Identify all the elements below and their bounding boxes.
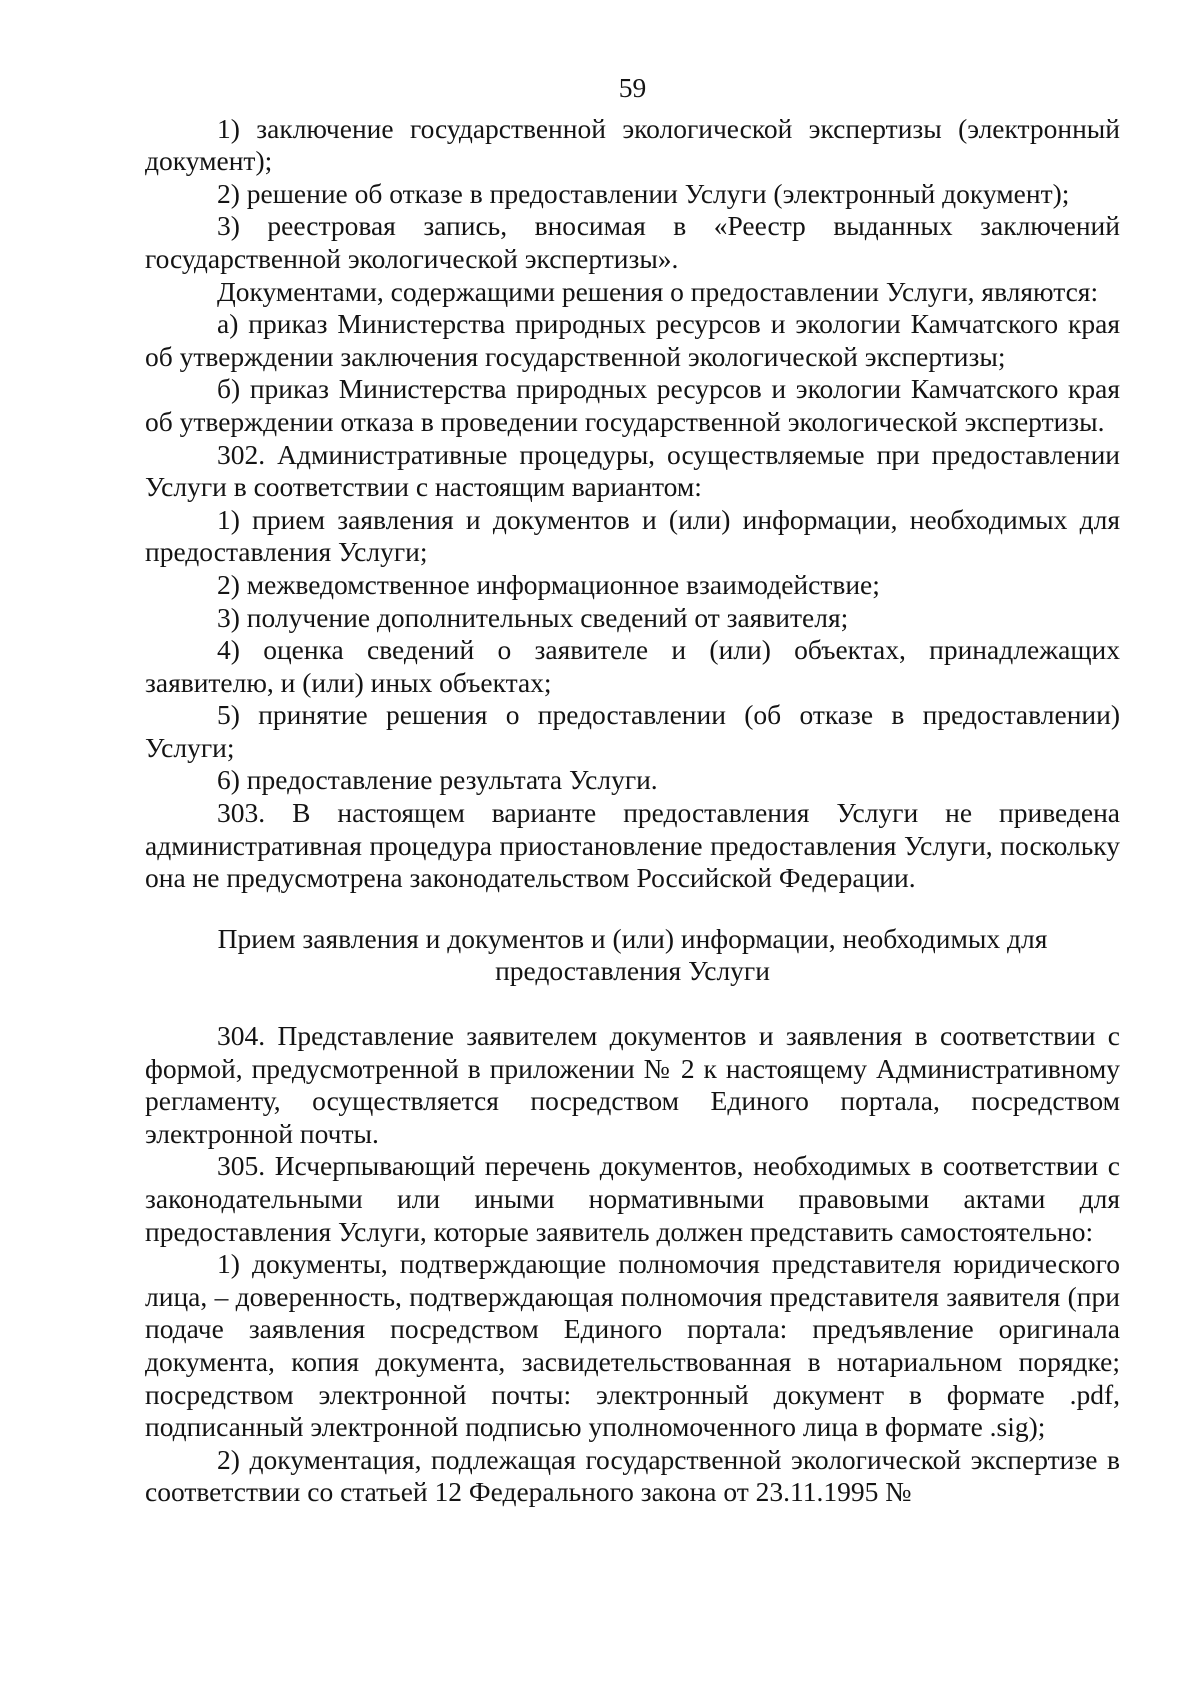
paragraph-decision-documents: Документами, содержащими решения о предоставлении Услуги, являются: xyxy=(217,275,1099,307)
paragraph-procedure-4: 4) оценка сведений о заявителе и (или) объектах, принадлежащих заявителю, и (или) иных объектах; xyxy=(145,634,1120,698)
paragraph-305: 305. Исчерпывающий перечень документов, необходимых в соответствии с законодательными или иными нормативными правовыми актами для предоставления Услуги, которые заявитель должен представить самостоятельно: xyxy=(145,1150,1120,1247)
paragraph-result-1: 1) заключение государственной экологической экспертизы (электронный документ); xyxy=(145,112,1120,177)
document-page xyxy=(145,72,1120,1509)
paragraph-305-item-1: 1) документы, подтверждающие полномочия представителя юридического лица, – доверенность, подтверждающая полномочия представителя заявителя (при подаче заявления посредством Единого портала: предъявление оригинала документа, копия документа, засвидетельствованная в нотариальном порядке; посредством электронной почты: электронный документ в формате .pdf, подписанный электронной подписью уполномоченного лица в формате .sig); xyxy=(145,1248,1120,1443)
paragraph-order-b: б) приказ Министерства природных ресурсов и экологии Камчатского края об утверждении отказа в проведении государственной экологической экспертизы. xyxy=(145,373,1120,437)
section-heading: Прием заявления и документов и (или) информации, необходимых для предоставления Услуги xyxy=(217,922,1048,987)
paragraph-305-item-2: 2) документация, подлежащая государственной экологической экспертизе в соответствии со статьей 12 Федерального закона от 23.11.1995 № xyxy=(145,1443,1120,1508)
paragraph-procedure-3: 3) получение дополнительных сведений от заявителя; xyxy=(217,601,849,633)
paragraph-303: 303. В настоящем варианте предоставления Услуги не приведена административная процедура приостановление предоставления Услуги, поскольку она не предусмотрена законодательством Российской Федерации. xyxy=(145,797,1120,894)
paragraph-302: 302. Административные процедуры, осуществляемые при предоставлении Услуги в соответствии с настоящим вариантом: xyxy=(145,438,1120,503)
paragraph-304: 304. Представление заявителем документов и заявления в соответствии с формой, предусмотренной в приложении № 2 к настоящему Административному регламенту, осуществляется посредством Единого портала, посредством электронной почты. xyxy=(145,1020,1120,1149)
paragraph-procedure-5: 5) принятие решения о предоставлении (об отказе в предоставлении) Услуги; xyxy=(145,699,1120,763)
paragraph-procedure-2: 2) межведомственное информационное взаимодействие; xyxy=(217,568,880,600)
paragraph-order-a: а) приказ Министерства природных ресурсов и экологии Камчатского края об утверждении заключения государственной экологической экспертизы; xyxy=(145,308,1120,372)
page-number: 59 xyxy=(618,72,647,103)
paragraph-result-3: 3) реестровая запись, вносимая в «Реестр выданных заключений государственной экологической экспертизы». xyxy=(145,210,1120,274)
paragraph-procedure-6: 6) предоставление результата Услуги. xyxy=(217,764,658,796)
paragraph-procedure-1: 1) прием заявления и документов и (или) информации, необходимых для предоставления Услуги; xyxy=(145,503,1120,568)
paragraph-result-2: 2) решение об отказе в предоставлении Услуги (электронный документ); xyxy=(217,177,1070,209)
